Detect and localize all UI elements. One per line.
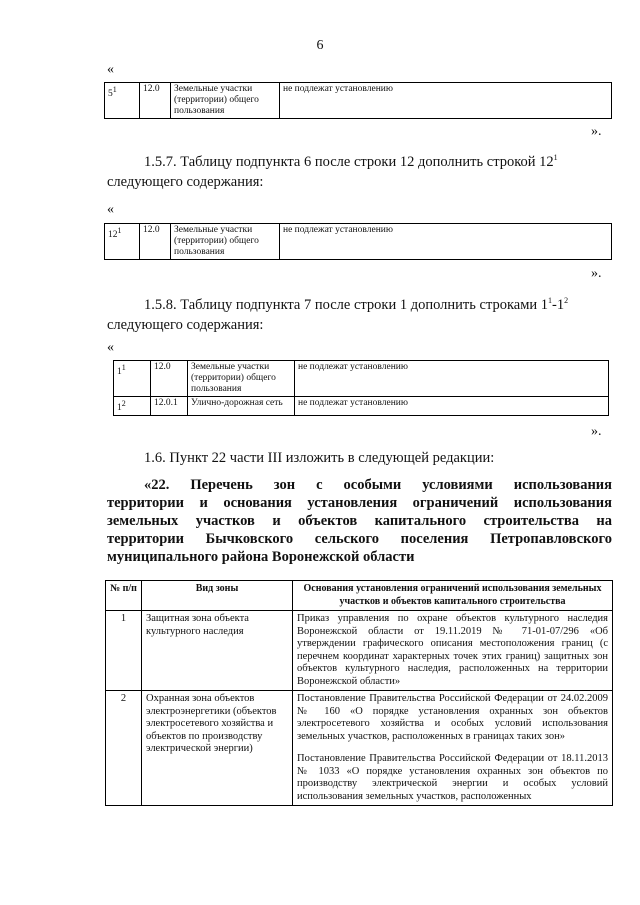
- heading-line: земельных участков и объектов капитального строительства на: [107, 513, 612, 529]
- header-basis: Основания установления ограничений использования земельных участков и объектов капитального строительства: [293, 581, 613, 611]
- quote-open: «: [107, 202, 114, 217]
- row-number: $12^1$: [105, 224, 140, 260]
- table-row: [105, 83, 612, 119]
- zones-table: [105, 580, 613, 806]
- table-row: [105, 224, 612, 260]
- row-number: 1: [106, 611, 142, 691]
- row-number: 2: [106, 691, 142, 806]
- row-basis: Приказ управления по охране объектов культурного наследия Воронежской области от 19.11.2019 № 71-01-07/296 «Об утверждении графического описания местоположения границ (с перечнем координат характерных точек этих границ) защитных зон объектов культурного наследия, расположенных на территории Воронежской области»: [293, 611, 613, 691]
- row-value: не подлежат установлению: [295, 361, 609, 397]
- row-value: не подлежат установлению: [295, 397, 609, 416]
- table-row-12-1: [104, 223, 612, 260]
- row-name: Земельные участки (территории) общего пользования: [188, 361, 295, 397]
- table-row: [106, 611, 613, 691]
- section-heading: [107, 476, 612, 566]
- quote-open: «: [107, 340, 114, 355]
- header-number: № п/п: [106, 581, 142, 611]
- table-header-row: [106, 581, 613, 611]
- row-number: $1^2$: [114, 397, 151, 416]
- quote-close: ».: [591, 424, 602, 439]
- heading-line: «22. Перечень зон с особыми условиями использования: [144, 477, 612, 493]
- row-code: 12.0.1: [151, 397, 188, 416]
- table-rows-1-1-1-2: [113, 360, 609, 416]
- quote-open: «: [107, 62, 114, 77]
- paragraph-1-6: 1.6. Пункт 22 части III изложить в следующей редакции:: [144, 450, 495, 466]
- row-code: 12.0: [151, 361, 188, 397]
- row-number: $5^1$: [105, 83, 140, 119]
- row-value: не подлежат установлению: [280, 224, 612, 260]
- row-zone: Защитная зона объекта культурного наследия: [142, 611, 293, 691]
- heading-line: территории Бычковского сельского поселения Петропавловского: [107, 531, 612, 547]
- table-rows-5-1: [104, 82, 612, 119]
- row-name: Земельные участки (территории) общего пользования: [171, 224, 280, 260]
- row-name: Земельные участки (территории) общего пользования: [171, 83, 280, 119]
- table-row: [106, 691, 613, 806]
- heading-line: муниципального района Воронежской области: [107, 549, 415, 565]
- row-basis: [293, 691, 613, 806]
- table-row: [114, 361, 609, 397]
- paragraph-1-5-7: 1.5.7. Таблицу подпункта 6 после строки 12 дополнить строкой $12^1$ следующего содержания:: [107, 153, 558, 190]
- row-code: 12.0: [140, 83, 171, 119]
- row-code: 12.0: [140, 224, 171, 260]
- header-zone-type: Вид зоны: [142, 581, 293, 611]
- row-number: $1^1$: [114, 361, 151, 397]
- heading-line: территории и основания установления ограничений использования: [107, 495, 612, 511]
- row-zone: Охранная зона объектов электроэнергетики (объектов электросетевого хозяйства и объектов по производству электрической энергии): [142, 691, 293, 806]
- basis-paragraph: Постановление Правительства Российской Федерации от 24.02.2009 № 160 «О порядке установления охранных зон объектов электросетевого хозяйства и особых условий использования земельных участков, расположенных в границах таких зон»: [297, 693, 608, 742]
- quote-close: ».: [591, 124, 602, 139]
- table-row: [114, 397, 609, 416]
- quote-close: ».: [591, 266, 602, 281]
- row-value: не подлежат установлению: [280, 83, 612, 119]
- row-name: Улично-дорожная сеть: [188, 397, 295, 416]
- basis-paragraph: Постановление Правительства Российской Федерации от 18.11.2013 № 1033 «О порядке установления охранных зон объектов по производству электрической энергии и особых условий использования земельных участков, расположенных: [297, 753, 608, 802]
- paragraph-1-5-8: 1.5.8. Таблицу подпункта 7 после строки 1 дополнить строками $1^1-1^2$ следующего содержания:: [107, 296, 569, 333]
- page-number: 6: [316, 38, 324, 53]
